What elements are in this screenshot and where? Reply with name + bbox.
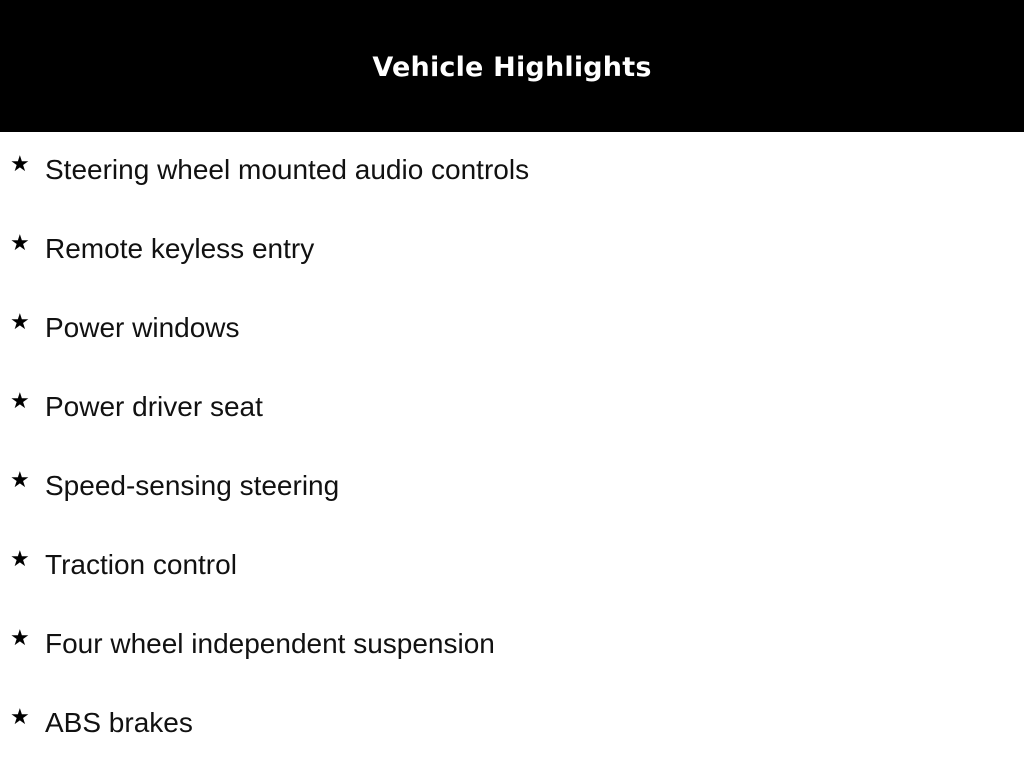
highlight-label: Four wheel independent suspension [45, 628, 495, 659]
list-item [0, 211, 1024, 264]
list-item [0, 132, 1024, 185]
list-item [0, 685, 1024, 738]
star-icon: ★ [10, 152, 30, 177]
list-item [0, 369, 1024, 422]
highlight-label: ABS brakes [45, 707, 193, 738]
star-icon: ★ [10, 231, 30, 256]
highlight-label: Steering wheel mounted audio controls [45, 154, 530, 185]
list-item [0, 606, 1024, 659]
highlight-label: Power windows [45, 312, 240, 343]
highlight-label: Speed-sensing steering [45, 470, 340, 501]
star-icon: ★ [10, 468, 30, 493]
list-item [0, 448, 1024, 501]
star-icon: ★ [10, 547, 30, 572]
star-icon: ★ [10, 389, 30, 414]
star-icon: ★ [10, 626, 30, 651]
highlights-list [0, 132, 1024, 768]
star-icon: ★ [10, 705, 30, 730]
page-header [0, 0, 1024, 132]
star-icon: ★ [10, 310, 30, 335]
list-item [0, 290, 1024, 343]
page-title: Vehicle Highlights [372, 51, 652, 83]
highlight-label: Remote keyless entry [45, 233, 315, 264]
list-item [0, 527, 1024, 580]
highlight-label: Traction control [45, 549, 237, 580]
highlight-label: Power driver seat [45, 391, 263, 422]
